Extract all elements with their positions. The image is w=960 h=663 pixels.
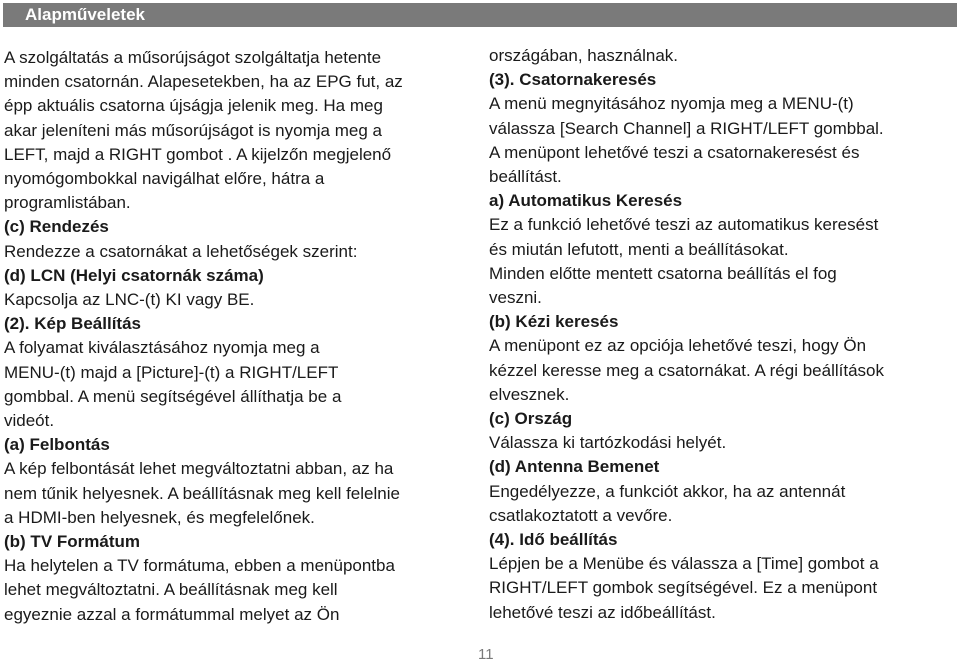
left-text-line: A szolgáltatás a műsorújságot szolgáltatja hetente (4, 48, 382, 67)
page-number: 11 (478, 646, 494, 663)
right-text-line: RIGHT/LEFT gombok segítségével. Ez a menüpont (489, 578, 878, 598)
right-text-line: Válassza ki tartózkodási helyét. (489, 433, 727, 453)
left-text-line: nem tűnik helyesnek. A beállításnak meg kell felelnie (4, 483, 400, 503)
right-heading: (d) Antenna Bemenet (489, 457, 660, 477)
left-text-line: programlistában. (4, 193, 131, 213)
left-text-line: minden csatornán. Alapesetekben, ha az EPG fut, az (4, 72, 403, 92)
left-text-line: MENU-(t) majd a [Picture]-(t) a RIGHT/LEFT (4, 362, 339, 382)
left-text-line: a HDMI-ben helyesnek, és megfelelőnek. (4, 507, 315, 527)
left-text-line: videót. (4, 411, 55, 431)
left-text-line: A kép felbontását lehet megváltoztatni abban, az ha (4, 459, 394, 479)
left-heading: (a) Felbontás (4, 435, 110, 455)
right-heading: a) Automatikus Keresés (489, 191, 683, 211)
left-text-line: lehet megváltoztatni. A beállításnak meg kell (4, 580, 338, 600)
right-heading: (b) Kézi keresés (489, 312, 619, 332)
left-text-line: A folyamat kiválasztásához nyomja meg a (4, 338, 320, 358)
right-text-line: beállítást. (489, 167, 562, 187)
right-column (489, 44, 959, 625)
right-text-line: és miután lefutott, menti a beállításokat. (489, 239, 789, 259)
left-text-line: épp aktuális csatorna újságja jelenik meg. Ha meg (4, 96, 383, 116)
right-text-line: elvesznek. (489, 384, 570, 404)
right-text-line: válassza [Search Channel] a RIGHT/LEFT gombbal. (489, 118, 884, 138)
right-heading: (c) Ország (489, 409, 573, 429)
right-heading: (4). Idő beállítás (489, 530, 618, 550)
right-text-line: csatlakoztatott a vevőre. (489, 505, 673, 525)
right-text-line: kézzel keresse meg a csatornákat. A régi beállítások (489, 360, 884, 380)
left-text-line: akar jeleníteni más műsorújságot is nyomja meg a (4, 120, 382, 140)
right-heading: (3). Csatornakeresés (489, 70, 657, 90)
left-column (4, 46, 474, 627)
left-text-line: Ha helytelen a TV formátuma, ebben a menüpontba (4, 556, 395, 576)
left-text-line: gombbal. A menü segítségével állíthatja be a (4, 386, 342, 406)
right-text-line: Ez a funkció lehetővé teszi az automatikus keresést (489, 215, 879, 235)
right-text-line: Engedélyezze, a funkciót akkor, ha az antennát (489, 481, 846, 501)
section-title: Alapműveletek (25, 5, 145, 24)
left-heading: (c) Rendezés (4, 217, 109, 237)
left-text-line: Kapcsolja az LNC-(t) KI vagy BE. (4, 290, 255, 310)
right-text-line: A menüpont ez az opciója lehetővé teszi, hogy Ön (489, 336, 867, 356)
right-text-line: Lépjen be a Menübe és válassza a [Time] gombot a (489, 554, 879, 574)
left-text-line: nyomógombokkal navigálhat előre, hátra a (4, 169, 325, 189)
right-text-line: veszni. (489, 288, 542, 308)
right-text-line: Minden előtte mentett csatorna beállítás el fog (489, 263, 837, 283)
right-text-line: A menüpont lehetővé teszi a csatornakeresést és (489, 142, 860, 162)
left-heading: (2). Kép Beállítás (4, 314, 141, 334)
right-text-line: A menü megnyitásához nyomja meg a MENU-(t) (489, 94, 854, 114)
left-heading: (b) TV Formátum (4, 532, 140, 552)
section-header (3, 3, 957, 27)
left-text-line: egyeznie azzal a formátummal melyet az Ön (4, 604, 340, 624)
left-text-line: LEFT, majd a RIGHT gombot . A kijelzőn megjelenő (4, 144, 392, 164)
left-heading: (d) LCN (Helyi csatornák száma) (4, 265, 264, 285)
left-text-line: Rendezze a csatornákat a lehetőségek szerint: (4, 241, 358, 261)
right-text-line: országában, használnak. (489, 46, 679, 65)
right-text-line: lehetővé teszi az időbeállítást. (489, 602, 716, 622)
